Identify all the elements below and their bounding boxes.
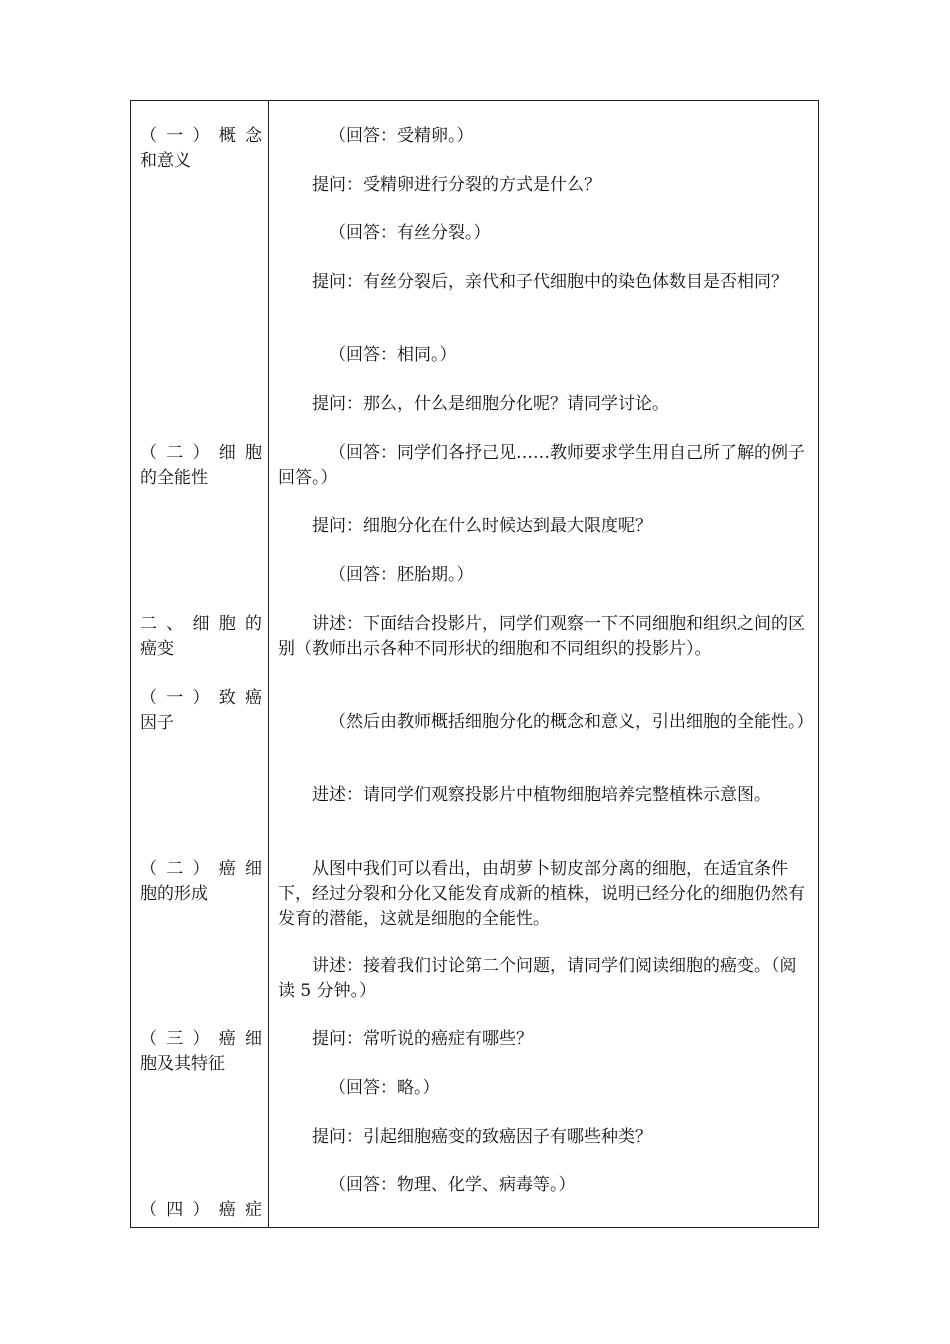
answer-paragraph: （回答：同学们各抒己见……教师要求学生用自己所了解的例子回答。） — [278, 443, 805, 488]
question-paragraph: 提问：那么，什么是细胞分化呢？请同学讨论。 — [312, 394, 669, 414]
narration-paragraph: 讲述：下面结合投影片，同学们观察一下不同细胞和组织之间的区别（教师出示各种不同形状的细胞和不同组织的投影片）。 — [278, 614, 805, 659]
question-paragraph: 提问：细胞分化在什么时候达到最大限度呢？ — [312, 516, 652, 536]
outline-label: （二）癌细 胞的形成 — [140, 859, 262, 904]
outline-label: （三）癌细 胞及其特征 — [140, 1029, 262, 1074]
narration-paragraph: 进述：请同学们观察投影片中植物细胞培养完整植株示意图。 — [312, 785, 771, 805]
answer-paragraph: （回答：受精卵。） — [329, 126, 474, 146]
answer-paragraph: （回答：物理、化学、病毒等。） — [329, 1175, 576, 1195]
question-paragraph: 提问：常听说的癌症有哪些？ — [312, 1029, 533, 1049]
outline-label: （一）致癌 因子 — [140, 688, 262, 733]
explanation-paragraph: 从图中我们可以看出，由胡萝卜韧皮部分离的细胞，在适宜条件下，经过分裂和分化又能发育成新的植株，说明已经分化的细胞仍然有发育的潜能，这就是细胞的全能性。 — [278, 859, 805, 929]
narration-paragraph: 讲述：接着我们讨论第二个问题，请同学们阅读细胞的癌变。（阅读 5 分钟。） — [278, 956, 797, 1001]
outline-label: （一）概念 和意义 — [140, 126, 262, 171]
lesson-table — [130, 100, 819, 1228]
outline-label: （四）癌症 — [140, 1200, 262, 1220]
outline-label: （二）细胞 的全能性 — [140, 443, 262, 488]
outline-label: 二、细胞的 癌变 — [140, 614, 262, 659]
answer-paragraph: （回答：有丝分裂。） — [329, 223, 491, 243]
column-divider — [268, 101, 269, 1227]
question-paragraph: 提问：引起细胞癌变的致癌因子有哪些种类？ — [312, 1127, 652, 1147]
answer-paragraph: （然后由教师概括细胞分化的概念和意义，引出细胞的全能性。） — [329, 712, 814, 732]
answer-paragraph: （回答：胚胎期。） — [329, 565, 474, 585]
answer-paragraph: （回答：相同。） — [329, 345, 457, 365]
answer-paragraph: （回答：略。） — [329, 1078, 440, 1098]
question-paragraph: 提问：有丝分裂后，亲代和子代细胞中的染色体数目是否相同？ — [312, 272, 788, 292]
question-paragraph: 提问：受精卵进行分裂的方式是什么？ — [312, 175, 601, 195]
